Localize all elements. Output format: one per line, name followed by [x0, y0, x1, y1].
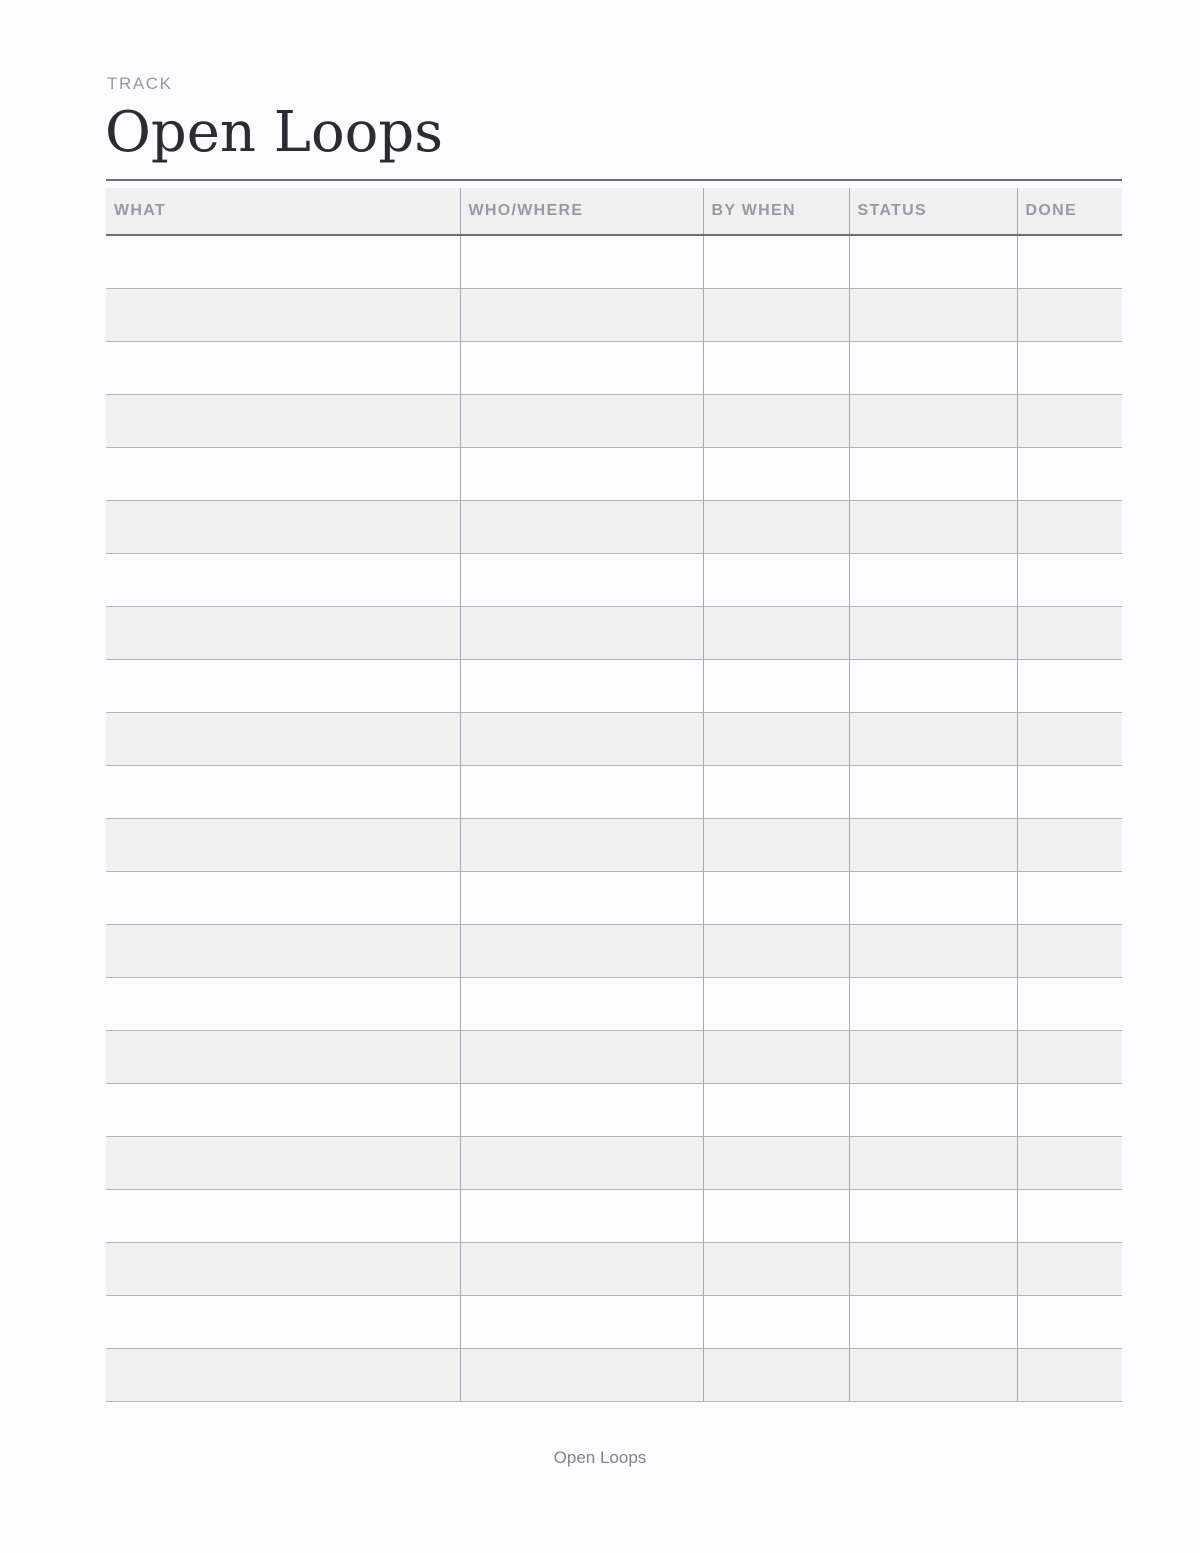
- cell-by-when[interactable]: [703, 1031, 849, 1084]
- cell-who-where[interactable]: [460, 289, 703, 342]
- column-header-done: DONE: [1017, 188, 1122, 235]
- cell-what[interactable]: [106, 501, 460, 554]
- cell-who-where[interactable]: [460, 1243, 703, 1296]
- page-footer: Open Loops: [553, 1448, 647, 1467]
- cell-who-where[interactable]: [460, 235, 703, 289]
- cell-status[interactable]: [849, 501, 1017, 554]
- cell-who-where[interactable]: [460, 342, 703, 395]
- cell-who-where[interactable]: [460, 1084, 703, 1137]
- cell-by-when[interactable]: [703, 660, 849, 713]
- cell-who-where[interactable]: [460, 395, 703, 448]
- cell-done[interactable]: [1017, 819, 1122, 872]
- table-row: [106, 607, 1122, 660]
- cell-by-when[interactable]: [703, 978, 849, 1031]
- cell-what[interactable]: [106, 872, 460, 925]
- cell-done[interactable]: [1017, 342, 1122, 395]
- cell-status[interactable]: [849, 1031, 1017, 1084]
- cell-done[interactable]: [1017, 235, 1122, 289]
- cell-what[interactable]: [106, 554, 460, 607]
- cell-what[interactable]: [106, 1137, 460, 1190]
- cell-done[interactable]: [1017, 1190, 1122, 1243]
- cell-what[interactable]: [106, 1084, 460, 1137]
- cell-done[interactable]: [1017, 607, 1122, 660]
- cell-who-where[interactable]: [460, 554, 703, 607]
- cell-who-where[interactable]: [460, 713, 703, 766]
- cell-by-when[interactable]: [703, 342, 849, 395]
- cell-by-when[interactable]: [703, 1296, 849, 1349]
- cell-by-when[interactable]: [703, 713, 849, 766]
- table-row: [106, 872, 1122, 925]
- cell-by-when[interactable]: [703, 235, 849, 289]
- cell-by-when[interactable]: [703, 1190, 849, 1243]
- section-label: TRACK: [107, 74, 173, 93]
- cell-by-when[interactable]: [703, 766, 849, 819]
- cell-status[interactable]: [849, 872, 1017, 925]
- cell-by-when[interactable]: [703, 607, 849, 660]
- table-row: [106, 1243, 1122, 1296]
- cell-by-when[interactable]: [703, 1349, 849, 1402]
- cell-what[interactable]: [106, 713, 460, 766]
- cell-who-where[interactable]: [460, 925, 703, 978]
- cell-who-where[interactable]: [460, 1349, 703, 1402]
- cell-status[interactable]: [849, 660, 1017, 713]
- cell-status[interactable]: [849, 554, 1017, 607]
- table-row: [106, 1296, 1122, 1349]
- cell-who-where[interactable]: [460, 1031, 703, 1084]
- cell-done[interactable]: [1017, 766, 1122, 819]
- cell-by-when[interactable]: [703, 872, 849, 925]
- table-row: [106, 1137, 1122, 1190]
- cell-what[interactable]: [106, 1296, 460, 1349]
- table-row: [106, 978, 1122, 1031]
- table-row: [106, 925, 1122, 978]
- table-row: [106, 660, 1122, 713]
- cell-status[interactable]: [849, 1349, 1017, 1402]
- cell-what[interactable]: [106, 1349, 460, 1402]
- table-row: [106, 448, 1122, 501]
- cell-status[interactable]: [849, 1190, 1017, 1243]
- table-row: [106, 1031, 1122, 1084]
- cell-status[interactable]: [849, 925, 1017, 978]
- cell-by-when[interactable]: [703, 395, 849, 448]
- cell-done[interactable]: [1017, 448, 1122, 501]
- cell-status[interactable]: [849, 395, 1017, 448]
- cell-by-when[interactable]: [703, 554, 849, 607]
- table-row: [106, 766, 1122, 819]
- cell-what[interactable]: [106, 766, 460, 819]
- cell-what[interactable]: [106, 1243, 460, 1296]
- cell-done[interactable]: [1017, 1296, 1122, 1349]
- cell-done[interactable]: [1017, 872, 1122, 925]
- cell-done[interactable]: [1017, 1349, 1122, 1402]
- cell-status[interactable]: [849, 819, 1017, 872]
- cell-what[interactable]: [106, 342, 460, 395]
- table-row: [106, 1349, 1122, 1402]
- table-row: [106, 289, 1122, 342]
- table-row: [106, 713, 1122, 766]
- table-header-row: [106, 188, 1122, 235]
- cell-done[interactable]: [1017, 925, 1122, 978]
- cell-who-where[interactable]: [460, 448, 703, 501]
- cell-status[interactable]: [849, 1243, 1017, 1296]
- cell-who-where[interactable]: [460, 501, 703, 554]
- cell-what[interactable]: [106, 1190, 460, 1243]
- cell-status[interactable]: [849, 289, 1017, 342]
- table-row: [106, 342, 1122, 395]
- cell-done[interactable]: [1017, 395, 1122, 448]
- cell-who-where[interactable]: [460, 872, 703, 925]
- column-header-who-where: WHO/WHERE: [460, 188, 703, 235]
- cell-done[interactable]: [1017, 978, 1122, 1031]
- cell-what[interactable]: [106, 925, 460, 978]
- cell-what[interactable]: [106, 607, 460, 660]
- cell-done[interactable]: [1017, 1031, 1122, 1084]
- cell-what[interactable]: [106, 235, 460, 289]
- cell-status[interactable]: [849, 448, 1017, 501]
- cell-done[interactable]: [1017, 1084, 1122, 1137]
- cell-done[interactable]: [1017, 501, 1122, 554]
- title-divider: [106, 179, 1122, 181]
- page-title: Open Loops: [105, 100, 443, 165]
- cell-done[interactable]: [1017, 554, 1122, 607]
- cell-by-when[interactable]: [703, 925, 849, 978]
- column-header-what: WHAT: [106, 188, 460, 235]
- cell-who-where[interactable]: [460, 819, 703, 872]
- cell-status[interactable]: [849, 1084, 1017, 1137]
- cell-what[interactable]: [106, 448, 460, 501]
- cell-by-when[interactable]: [703, 1137, 849, 1190]
- table-body: [106, 235, 1122, 1402]
- cell-who-where[interactable]: [460, 766, 703, 819]
- cell-who-where[interactable]: [460, 978, 703, 1031]
- cell-what[interactable]: [106, 395, 460, 448]
- cell-done[interactable]: [1017, 1137, 1122, 1190]
- column-header-by-when: BY WHEN: [703, 188, 849, 235]
- table-row: [106, 554, 1122, 607]
- cell-what[interactable]: [106, 978, 460, 1031]
- cell-by-when[interactable]: [703, 1084, 849, 1137]
- cell-by-when[interactable]: [703, 448, 849, 501]
- cell-status[interactable]: [849, 342, 1017, 395]
- cell-what[interactable]: [106, 660, 460, 713]
- cell-by-when[interactable]: [703, 1243, 849, 1296]
- table-row: [106, 235, 1122, 289]
- cell-what[interactable]: [106, 819, 460, 872]
- cell-who-where[interactable]: [460, 660, 703, 713]
- column-header-status: STATUS: [849, 188, 1017, 235]
- cell-done[interactable]: [1017, 713, 1122, 766]
- cell-what[interactable]: [106, 289, 460, 342]
- cell-who-where[interactable]: [460, 607, 703, 660]
- cell-who-where[interactable]: [460, 1137, 703, 1190]
- table-row: [106, 1190, 1122, 1243]
- open-loops-table: [106, 188, 1122, 1402]
- cell-done[interactable]: [1017, 289, 1122, 342]
- cell-what[interactable]: [106, 1031, 460, 1084]
- table-row: [106, 819, 1122, 872]
- cell-status[interactable]: [849, 978, 1017, 1031]
- cell-by-when[interactable]: [703, 819, 849, 872]
- cell-status[interactable]: [849, 766, 1017, 819]
- cell-status[interactable]: [849, 1137, 1017, 1190]
- cell-by-when[interactable]: [703, 289, 849, 342]
- table-row: [106, 501, 1122, 554]
- cell-by-when[interactable]: [703, 501, 849, 554]
- cell-done[interactable]: [1017, 1243, 1122, 1296]
- table-row: [106, 1084, 1122, 1137]
- cell-status[interactable]: [849, 235, 1017, 289]
- cell-status[interactable]: [849, 1296, 1017, 1349]
- cell-who-where[interactable]: [460, 1296, 703, 1349]
- table-row: [106, 395, 1122, 448]
- cell-status[interactable]: [849, 713, 1017, 766]
- cell-who-where[interactable]: [460, 1190, 703, 1243]
- cell-status[interactable]: [849, 607, 1017, 660]
- cell-done[interactable]: [1017, 660, 1122, 713]
